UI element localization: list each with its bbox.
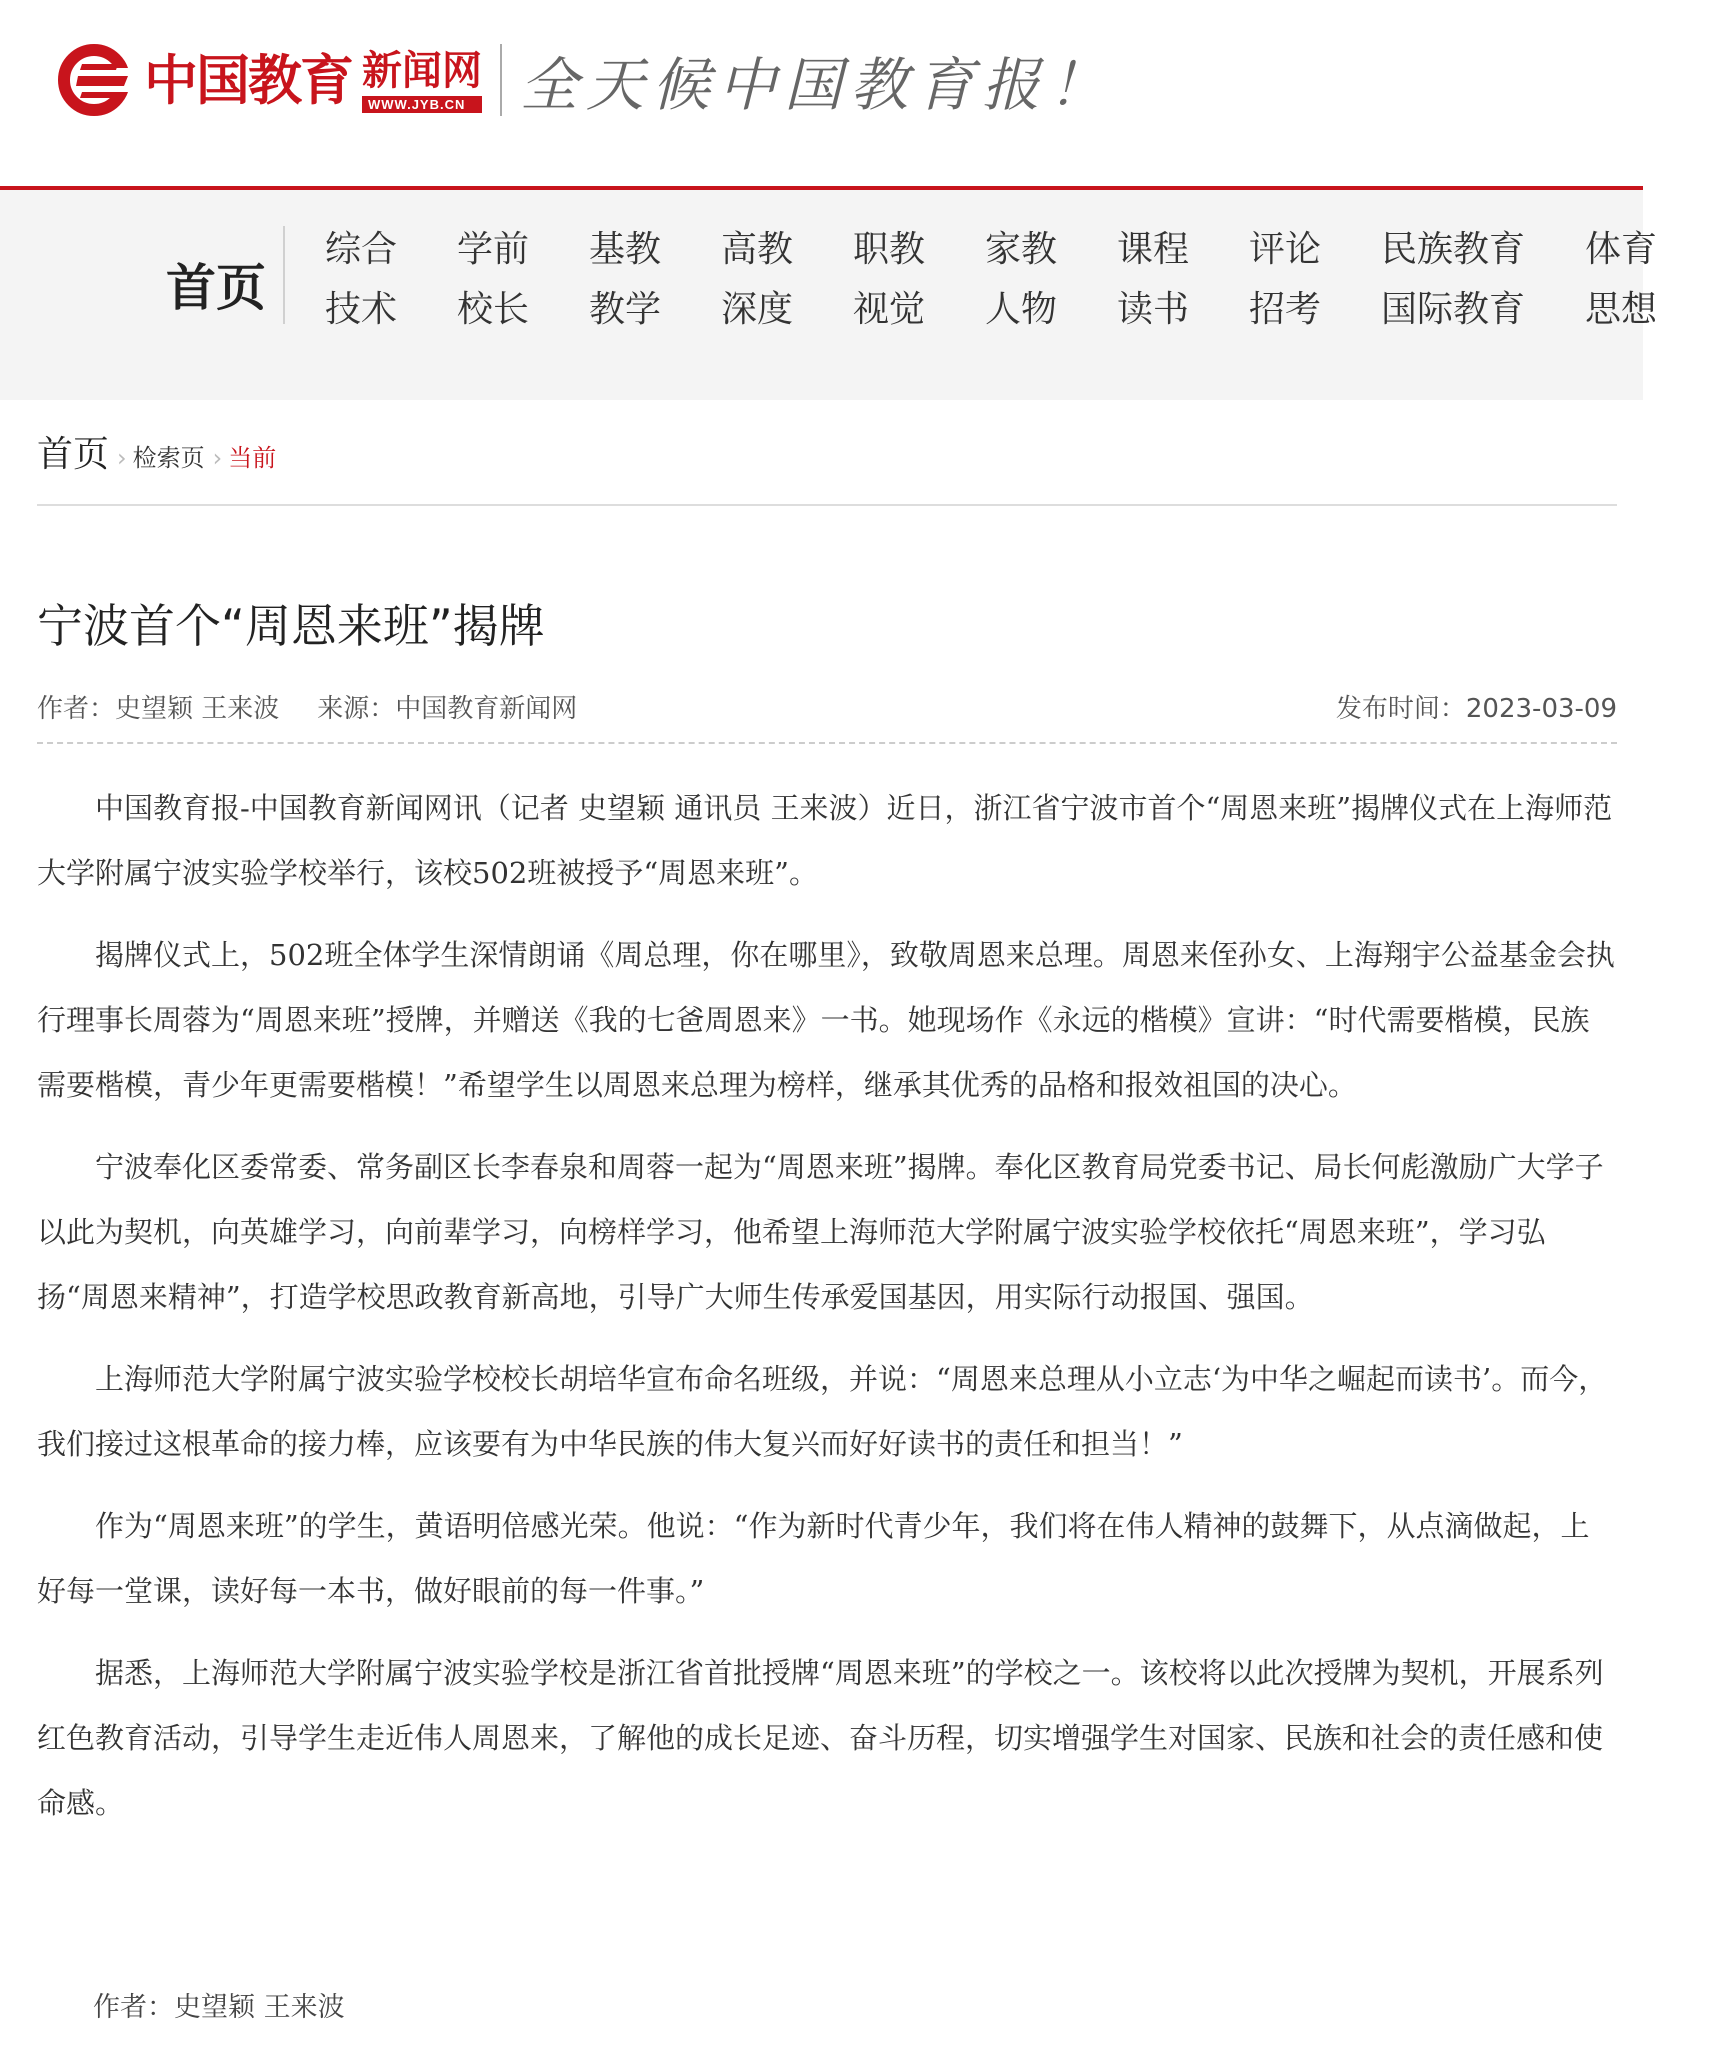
article-date: 发布时间：2023-03-09: [1335, 694, 1617, 724]
breadcrumb: [37, 426, 276, 477]
nav-item[interactable]: 课程: [1117, 229, 1190, 270]
nav-item[interactable]: 读书: [1117, 289, 1190, 330]
nav-item[interactable]: 技术: [325, 289, 398, 330]
nav-item[interactable]: 基教: [589, 229, 662, 270]
logo-divider: [500, 44, 502, 116]
nav-item[interactable]: 教学: [589, 289, 662, 330]
nav-item[interactable]: 人物: [985, 289, 1058, 330]
nav-item[interactable]: 民族教育: [1381, 229, 1526, 270]
breadcrumb-divider: [37, 504, 1617, 506]
nav-item[interactable]: 高教: [721, 229, 794, 270]
article-paragraph: 上海师范大学附属宁波实验学校校长胡培华宣布命名班级，并说：“周恩来总理从小立志‘为中华之崛起而读书’。而今，我们接过这根革命的接力棒，应该要有为中华民族的伟大复兴而好好读书的责任和担当！”: [37, 1362, 1608, 1461]
nav-item[interactable]: 招考: [1249, 289, 1322, 330]
article-body: [37, 776, 1617, 1853]
chevron-right-icon: ›: [117, 444, 127, 472]
article-paragraph: 宁波奉化区委常委、常务副区长李春泉和周蓉一起为“周恩来班”揭牌。奉化区教育局党委书记、局长何彪激励广大学子以此为契机，向英雄学习，向前辈学习，向榜样学习，他希望上海师范大学附属宁波实验学校依托“周恩来班”，学习弘扬“周恩来精神”，打造学校思政教育新高地，引导广大师生传承爱国基因，用实际行动报国、强国。: [37, 1150, 1604, 1314]
article-author: 作者：史望颖 王来波: [37, 694, 280, 724]
site-logo[interactable]: [56, 38, 1114, 122]
nav-divider: [283, 226, 285, 324]
article-paragraph: 揭牌仪式上，502班全体学生深情朗诵《周总理，你在哪里》，致敬周恩来总理。周恩来侄孙女、上海翔宇公益基金会执行理事长周蓉为“周恩来班”授牌，并赠送《我的七爸周恩来》一书。她现场作《永远的楷模》宣讲：“时代需要楷模，民族需要楷模，青少年更需要楷模！”希望学生以周恩来总理为榜样，继承其优秀的品格和报效祖国的决心。: [37, 938, 1615, 1102]
nav-grid: [325, 220, 1717, 340]
section-gap: [0, 350, 1643, 400]
nav-item[interactable]: 评论: [1249, 229, 1322, 270]
slogan: 全天候中国教育报！: [520, 51, 1115, 119]
nav-item[interactable]: 深度: [721, 289, 794, 330]
breadcrumb-search-link[interactable]: 检索页: [132, 444, 205, 472]
article-title: 宁波首个“周恩来班”揭牌: [37, 599, 545, 653]
logo-url: WWW.JYB.CN: [362, 96, 482, 113]
nav-item[interactable]: 综合: [325, 229, 398, 270]
meta-divider: [37, 742, 1617, 744]
logo-text-news: 新闻网: [362, 46, 482, 94]
nav-item[interactable]: 学前: [457, 229, 530, 270]
article-paragraph: 作为“周恩来班”的学生，黄语明倍感光荣。他说：“作为新时代青少年，我们将在伟人精神的鼓舞下，从点滴做起，上好每一堂课，读好每一本书，做好眼前的每一件事。”: [37, 1509, 1590, 1608]
logo-text: 中国教育: [144, 48, 352, 112]
article-container: [6, 400, 1643, 2069]
nav-item[interactable]: 思想: [1585, 289, 1658, 330]
main-nav: [0, 186, 1658, 350]
nav-item[interactable]: 国际教育: [1381, 289, 1526, 330]
nav-item[interactable]: 体育: [1585, 229, 1658, 270]
nav-item[interactable]: 视觉: [853, 289, 926, 330]
chevron-right-icon: ›: [212, 444, 223, 472]
article-footer-author: 作者：史望颖 王来波: [93, 1992, 345, 2023]
article-paragraph: 中国教育报-中国教育新闻网讯（记者 史望颖 通讯员 王来波）近日，浙江省宁波市首个“周恩来班”揭牌仪式在上海师范大学附属宁波实验学校举行，该校502班被授予“周恩来班”。: [37, 791, 1613, 890]
nav-home-link[interactable]: 首页: [166, 259, 266, 317]
site-header: [0, 0, 1643, 186]
breadcrumb-current: 当前: [228, 444, 277, 472]
nav-item[interactable]: 职教: [853, 229, 926, 270]
nav-item[interactable]: 校长: [457, 289, 530, 330]
article-paragraph: 据悉，上海师范大学附属宁波实验学校是浙江省首批授牌“周恩来班”的学校之一。该校将以此次授牌为契机，开展系列红色教育活动，引导学生走近伟人周恩来，了解他的成长足迹、奋斗历程，切实增强学生对国家、民族和社会的责任感和使命感。: [37, 1656, 1604, 1820]
article-source: 来源：中国教育新闻网: [317, 694, 578, 724]
logo-emblem-icon: [56, 42, 136, 118]
breadcrumb-home-link[interactable]: 首页: [37, 434, 110, 475]
nav-item[interactable]: 家教: [985, 229, 1058, 270]
article-meta: [37, 688, 1617, 725]
